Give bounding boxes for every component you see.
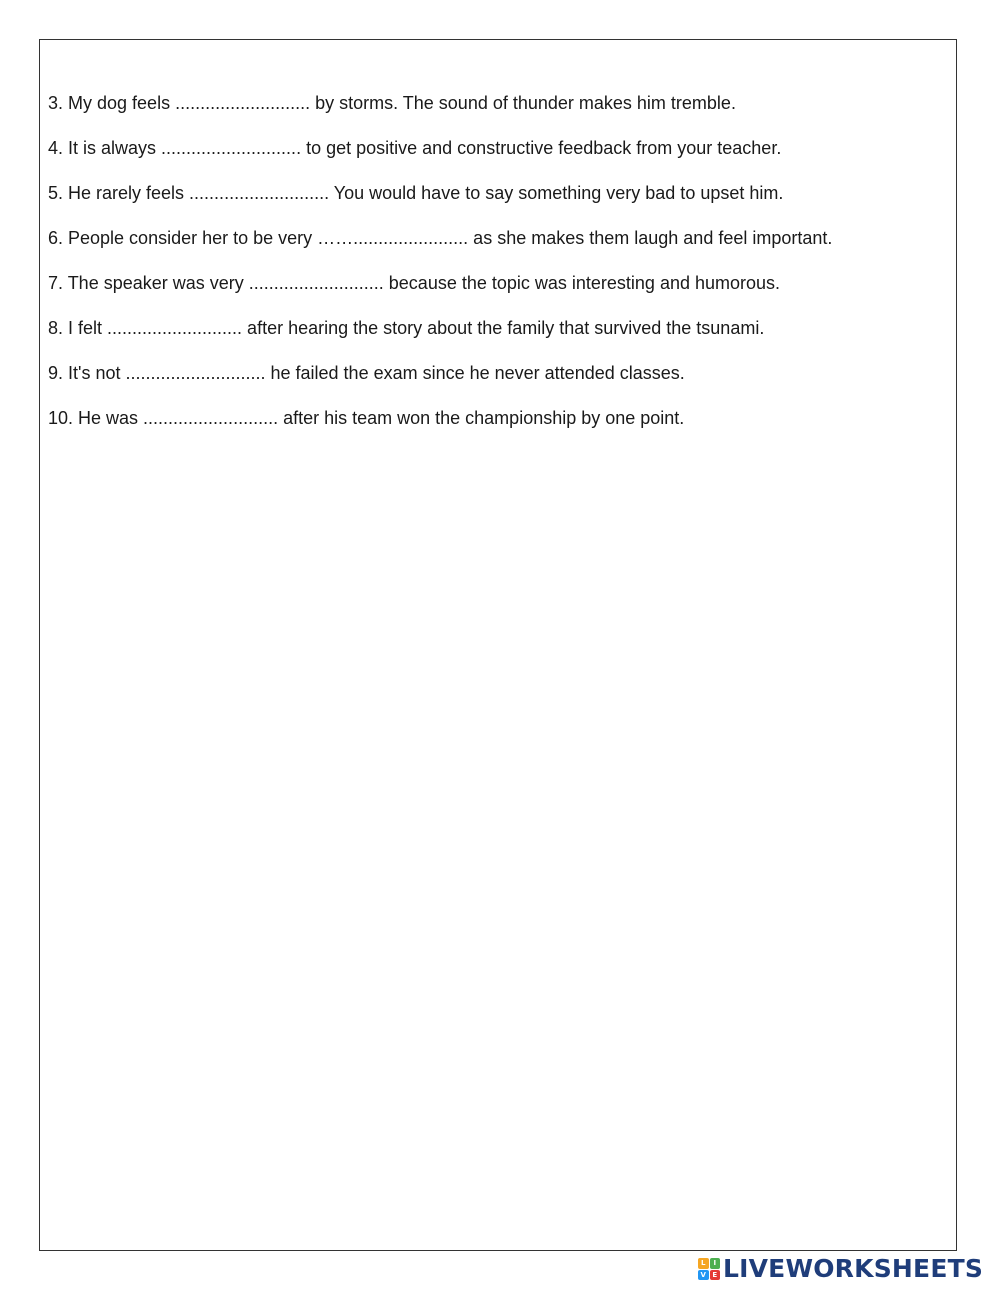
brand-footer xyxy=(698,1256,983,1282)
sentence-list xyxy=(48,92,948,452)
sentence-6: 6. People consider her to be very ……....................... as she makes them laugh and feel important. xyxy=(48,228,833,248)
brand-name: LIVEWORKSHEETS xyxy=(723,1254,984,1283)
sentence-10: 10. He was ........................... after his team won the championship by one point. xyxy=(48,408,685,428)
sentence-4: 4. It is always ............................ to get positive and constructive feedback from your teacher. xyxy=(48,138,782,158)
sentence-5: 5. He rarely feels ............................ You would have to say something very bad to upset him. xyxy=(48,183,784,203)
sentence-3: 3. My dog feels ........................... by storms. The sound of thunder makes him tremble. xyxy=(48,93,736,113)
sentence-9: 9. It's not ............................ he failed the exam since he never attended classes. xyxy=(48,363,685,383)
liveworksheets-logo-icon xyxy=(698,1258,720,1280)
logo-tile-l: L xyxy=(698,1258,709,1269)
logo-tile-e: E xyxy=(710,1270,721,1281)
sentence-8: 8. I felt ........................... after hearing the story about the family that survived the tsunami. xyxy=(48,318,765,338)
worksheet-frame xyxy=(39,39,957,1251)
logo-tile-v: V xyxy=(698,1270,709,1281)
logo-tile-i: I xyxy=(710,1258,721,1269)
sentence-7: 7. The speaker was very ........................... because the topic was interesting and humorous. xyxy=(48,273,781,293)
